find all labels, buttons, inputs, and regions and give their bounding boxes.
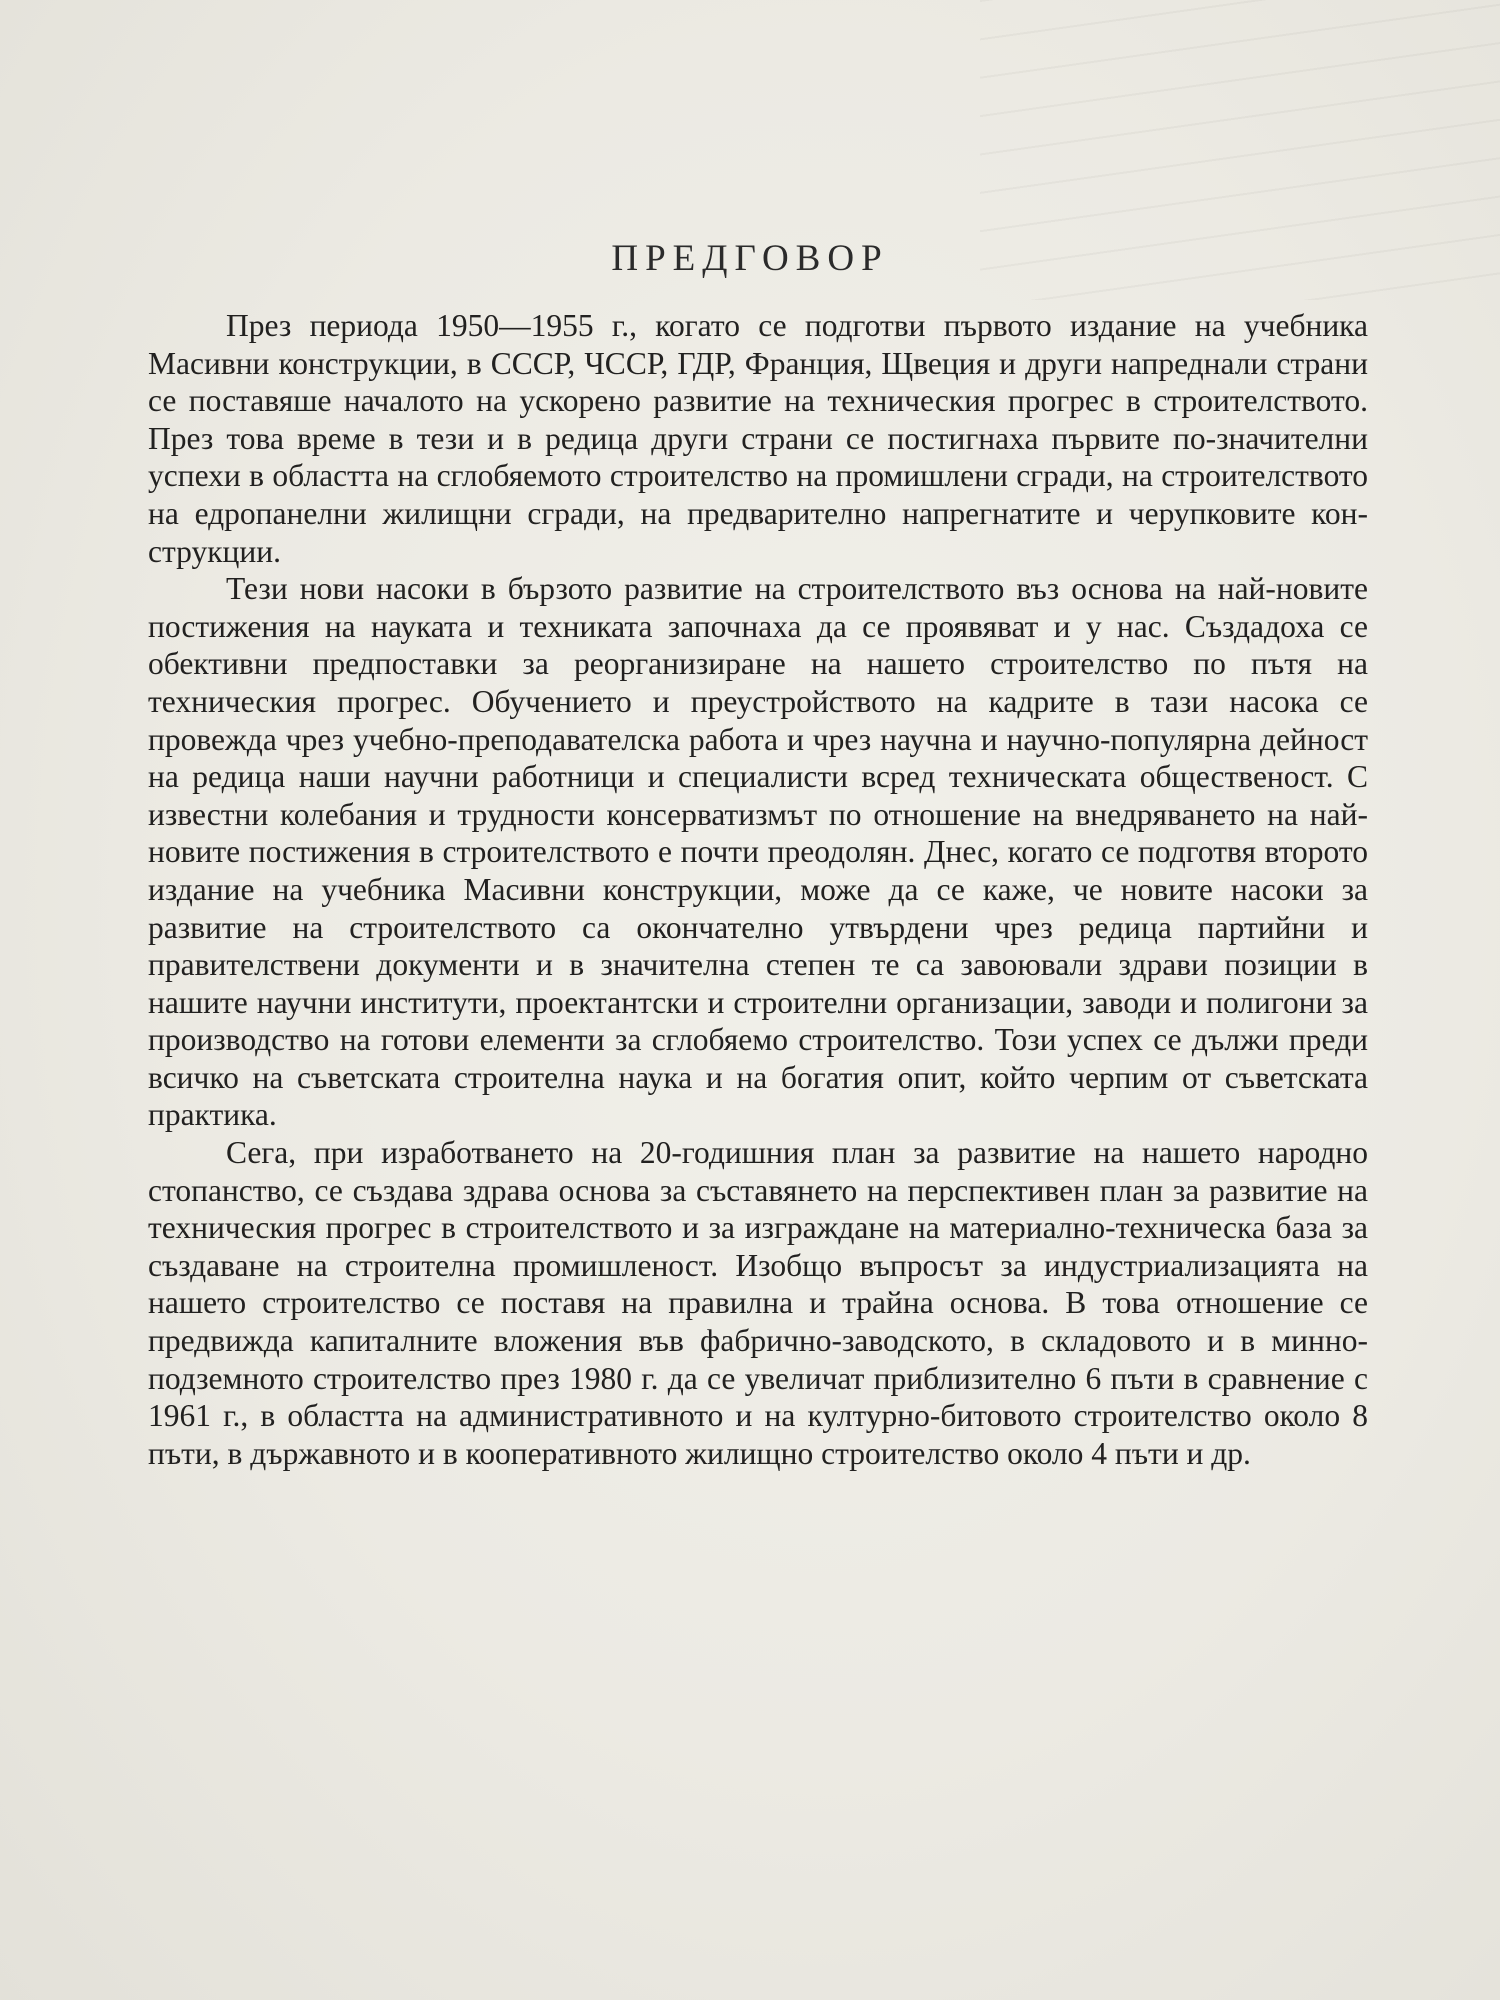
paragraph-3: Сега, при изработването на 20-годишния план за развитие на нашето народно стопанство, се създава здрава основа за съставянето на перспективен план за развитие на техническия прогрес в строителството и за изграждане на материално-техническа база за създаване на строителна промишленост. Изобщо въпросът за индустриализацията на нашето строителство се поставя на правилна и трайна основа. В това отношение се предвижда капиталните вложения във фабрично-заводското, в складовото и в минно-подземното строителство през 1980 г. да се увеличат приблизително 6 пъти в сравнение с 1961 г., в областта на административното и на културно-битовото строителство около 8 пъти, в държавното и в кооперативното жилищно строителство около 4 пъти и др. <box>148 1135 1368 1471</box>
page-title: ПРЕДГОВОР <box>611 237 889 279</box>
preface-body <box>148 307 1368 1472</box>
paragraph-2: Тези нови насоки в бързото развитие на строителството въз основа на най-новите постижения на науката и техниката започнаха да се проявяват и у нас. Създадоха се обективни предпоставки за реорганизиране на нашето строителство по пътя на техническия прогрес. Обучението и преустройството на кадрите в тази насока се провежда чрез учебно-преподавателска работа и чрез научна и научно-популярна дейност на редица наши научни работници и специалисти всред техническата общественост. С известни колебания и трудности консерватизмът по отношение на внедряването на най-новите постижения в строителството е почти преодолян. Днес, когато се подготвя второто издание на учебника Масивни конструкции, може да се каже, че новите насоки за развитие на строителството са окончателно утвърдени чрез редица партийни и правителствени документи и в значителна степен те са завоювали здрави позиции в нашите научни институти, проектантски и строителни организации, заводи и полигони за производство на готови елементи за сглобяемо строителство. Този успех се дължи преди всичко на съветската строителна наука и на богатия опит, който черпим от съветската практика. <box>148 571 1368 1133</box>
paragraph-1: През периода 1950—1955 г., когато се подготви първото издание на учебника Масивни конструкции, в СССР, ЧССР, ГДР, Франция, Щвеция и други напреднали страни се поставяше началото на ускорено развитие на техническия прогрес в строителството. През това време в тези и в редица други страни се постигнаха първите по-значителни успехи в областта на сглобяемото строителство на промишлени сгради, на строителството на едропанелни жилищни сгради, на предварително напрегнатите и черупковите конструкции. <box>148 308 1368 569</box>
